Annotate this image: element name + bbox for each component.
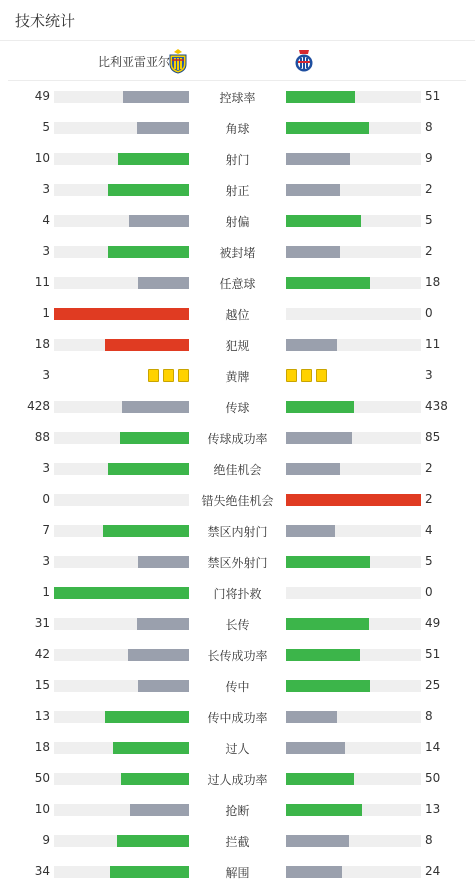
away-value: 5 (425, 554, 433, 568)
home-bar-fill (138, 277, 189, 289)
stat-row (0, 453, 475, 484)
home-value: 1 (42, 585, 50, 599)
stat-row (0, 608, 475, 639)
away-value: 51 (425, 89, 441, 103)
away-bar-fill (286, 556, 370, 568)
away-bar-fill (286, 153, 350, 165)
stat-label: 长传成功率 (207, 649, 268, 663)
away-bar-fill (286, 246, 340, 258)
away-bar-fill (286, 91, 355, 103)
page-header (0, 0, 475, 41)
home-bar-track (54, 184, 189, 196)
home-value: 0 (42, 492, 50, 506)
away-value: 13 (425, 802, 441, 816)
home-bar-track (54, 525, 189, 537)
home-bar-fill (108, 246, 189, 258)
home-value: 10 (34, 151, 50, 165)
away-value: 9 (425, 151, 433, 165)
home-bar-track (54, 153, 189, 165)
espanyol-crest-icon[interactable] (294, 48, 314, 74)
home-bar-fill (138, 556, 189, 568)
away-bar-track (286, 215, 421, 227)
away-bar-fill (286, 711, 337, 723)
home-bar-track (54, 556, 189, 568)
yellow-card-icon (148, 369, 159, 382)
away-value: 2 (425, 492, 433, 506)
home-bar-track (54, 680, 189, 692)
away-value: 8 (425, 709, 433, 723)
stat-row (0, 825, 475, 856)
home-bar-fill (117, 835, 189, 847)
home-bar-fill (138, 680, 189, 692)
home-value: 3 (42, 244, 50, 258)
home-bar-fill (122, 401, 189, 413)
home-bar-fill (110, 866, 189, 878)
away-value: 24 (425, 864, 441, 878)
away-value: 3 (425, 368, 433, 382)
villarreal-crest-icon[interactable] (168, 48, 188, 74)
home-team-name[interactable]: 比利亚雷亚尔 (97, 55, 170, 69)
home-yellow-cards (148, 369, 189, 382)
stat-row (0, 639, 475, 670)
home-value: 9 (42, 833, 50, 847)
away-value: 438 (425, 399, 448, 413)
away-bar-fill (286, 618, 369, 630)
away-value: 4 (425, 523, 433, 537)
home-value: 31 (34, 616, 50, 630)
home-bar-track (54, 339, 189, 351)
home-bar-track (54, 308, 189, 320)
stat-label: 被封堵 (219, 246, 256, 260)
home-bar-track (54, 711, 189, 723)
home-bar-track (54, 432, 189, 444)
stat-label: 传中成功率 (207, 711, 268, 725)
stat-row (0, 515, 475, 546)
away-bar-track (286, 835, 421, 847)
away-bar-track (286, 463, 421, 475)
home-value: 428 (27, 399, 50, 413)
home-bar-track (54, 277, 189, 289)
away-bar-fill (286, 525, 335, 537)
home-value: 49 (34, 89, 50, 103)
stat-label: 抢断 (225, 804, 250, 818)
away-value: 25 (425, 678, 441, 692)
away-bar-fill (286, 215, 361, 227)
stat-label: 犯规 (225, 339, 250, 353)
away-value: 5 (425, 213, 433, 227)
home-bar-fill (105, 339, 189, 351)
away-value: 2 (425, 182, 433, 196)
home-value: 5 (42, 120, 50, 134)
home-bar-track (54, 587, 189, 599)
stat-row (0, 794, 475, 825)
stat-label: 越位 (225, 308, 250, 322)
away-bar-track (286, 618, 421, 630)
home-value: 1 (42, 306, 50, 320)
stat-row (0, 267, 475, 298)
home-bar-track (54, 246, 189, 258)
stat-row (0, 205, 475, 236)
home-bar-fill (130, 804, 189, 816)
away-value: 50 (425, 771, 441, 785)
stat-label: 角球 (225, 122, 250, 136)
stat-label: 射偏 (225, 215, 250, 229)
home-bar-fill (120, 432, 189, 444)
stat-row (0, 484, 475, 515)
away-bar-track (286, 494, 421, 506)
away-value: 85 (425, 430, 441, 444)
away-bar-track (286, 680, 421, 692)
away-bar-track (286, 866, 421, 878)
home-bar-fill (128, 649, 189, 661)
stat-label: 禁区内射门 (207, 525, 268, 539)
home-value: 88 (34, 430, 50, 444)
stat-row (0, 329, 475, 360)
yellow-card-icon (316, 369, 327, 382)
away-bar-fill (286, 742, 345, 754)
home-bar-track (54, 494, 189, 506)
away-bar-track (286, 587, 421, 599)
home-bar-track (54, 835, 189, 847)
stat-row (0, 236, 475, 267)
stat-label: 过人成功率 (207, 773, 268, 787)
stat-label: 传球成功率 (207, 432, 268, 446)
home-bar-fill (137, 122, 189, 134)
home-bar-fill (113, 742, 189, 754)
away-bar-fill (286, 432, 352, 444)
away-bar-track (286, 556, 421, 568)
home-bar-track (54, 122, 189, 134)
away-yellow-cards (286, 369, 327, 382)
yellow-card-icon (301, 369, 312, 382)
away-value: 0 (425, 585, 433, 599)
home-bar-fill (105, 711, 189, 723)
away-value: 8 (425, 120, 433, 134)
stat-label: 长传 (225, 618, 250, 632)
away-bar-fill (286, 494, 421, 506)
home-bar-fill (108, 184, 189, 196)
stat-label: 门将扑救 (213, 587, 262, 601)
yellow-card-icon (178, 369, 189, 382)
home-bar-fill (108, 463, 189, 475)
stat-label: 错失绝佳机会 (201, 494, 274, 508)
stat-row (0, 391, 475, 422)
away-value: 49 (425, 616, 441, 630)
home-value: 3 (42, 368, 50, 382)
home-bar-track (54, 618, 189, 630)
stat-label: 绝佳机会 (213, 463, 262, 477)
stat-row (0, 701, 475, 732)
away-bar-fill (286, 680, 370, 692)
away-bar-track (286, 122, 421, 134)
away-bar-fill (286, 463, 340, 475)
stat-label: 射正 (225, 184, 250, 198)
stat-label: 禁区外射门 (207, 556, 268, 570)
stat-label: 传球 (225, 401, 250, 415)
stat-row (0, 856, 475, 887)
home-value: 11 (34, 275, 50, 289)
stat-label: 射门 (225, 153, 250, 167)
home-bar-track (54, 91, 189, 103)
home-value: 3 (42, 461, 50, 475)
home-bar-track (54, 866, 189, 878)
away-value: 51 (425, 647, 441, 661)
away-bar-fill (286, 339, 337, 351)
away-bar-fill (286, 122, 369, 134)
home-bar-fill (123, 91, 189, 103)
home-value: 13 (34, 709, 50, 723)
away-value: 2 (425, 244, 433, 258)
yellow-card-icon (286, 369, 297, 382)
yellow-card-icon (163, 369, 174, 382)
home-bar-fill (54, 587, 189, 599)
away-bar-track (286, 804, 421, 816)
stat-row (0, 763, 475, 794)
stat-label: 控球率 (219, 91, 256, 105)
teams-header (8, 41, 466, 81)
stat-row (0, 422, 475, 453)
away-bar-track (286, 432, 421, 444)
stat-row (0, 174, 475, 205)
away-bar-track (286, 711, 421, 723)
away-bar-track (286, 742, 421, 754)
home-value: 3 (42, 182, 50, 196)
home-bar-fill (129, 215, 189, 227)
away-bar-track (286, 401, 421, 413)
away-bar-fill (286, 184, 340, 196)
away-value: 8 (425, 833, 433, 847)
away-bar-track (286, 773, 421, 785)
away-bar-track (286, 649, 421, 661)
away-bar-fill (286, 804, 362, 816)
away-bar-track (286, 339, 421, 351)
stat-row (0, 670, 475, 701)
away-value: 2 (425, 461, 433, 475)
away-bar-track (286, 184, 421, 196)
home-bar-track (54, 773, 189, 785)
stat-row (0, 112, 475, 143)
stat-row (0, 143, 475, 174)
home-value: 7 (42, 523, 50, 537)
home-bar-fill (54, 308, 189, 320)
away-bar-fill (286, 649, 360, 661)
stat-label: 拦截 (225, 835, 250, 849)
home-bar-track (54, 401, 189, 413)
away-bar-fill (286, 866, 342, 878)
stat-label: 黄牌 (225, 370, 250, 384)
stat-row (0, 546, 475, 577)
stats-list (0, 81, 475, 887)
home-bar-fill (121, 773, 189, 785)
home-value: 10 (34, 802, 50, 816)
page-title: 技术统计 (15, 12, 76, 30)
home-bar-track (54, 649, 189, 661)
away-value: 18 (425, 275, 441, 289)
away-bar-track (286, 153, 421, 165)
away-bar-fill (286, 277, 370, 289)
away-bar-fill (286, 835, 349, 847)
home-bar-fill (103, 525, 189, 537)
away-bar-track (286, 91, 421, 103)
away-bar-track (286, 246, 421, 258)
home-value: 34 (34, 864, 50, 878)
away-bar-track (286, 308, 421, 320)
stat-row (0, 360, 475, 391)
stat-label: 解围 (225, 866, 250, 880)
home-value: 3 (42, 554, 50, 568)
home-value: 15 (34, 678, 50, 692)
home-value: 50 (34, 771, 50, 785)
home-bar-fill (118, 153, 189, 165)
stat-label: 过人 (225, 742, 250, 756)
away-bar-fill (286, 773, 354, 785)
home-bar-track (54, 463, 189, 475)
stat-label: 传中 (225, 680, 250, 694)
home-value: 4 (42, 213, 50, 227)
stat-row (0, 298, 475, 329)
away-bar-track (286, 525, 421, 537)
away-value: 11 (425, 337, 441, 351)
stat-row (0, 732, 475, 763)
away-value: 14 (425, 740, 441, 754)
away-bar-fill (286, 401, 354, 413)
home-value: 42 (34, 647, 50, 661)
away-value: 0 (425, 306, 433, 320)
home-bar-track (54, 804, 189, 816)
stat-label: 任意球 (219, 277, 256, 291)
home-bar-track (54, 215, 189, 227)
home-bar-track (54, 742, 189, 754)
stat-row (0, 577, 475, 608)
home-value: 18 (34, 337, 50, 351)
stat-row (0, 81, 475, 112)
away-bar-track (286, 277, 421, 289)
home-bar-fill (137, 618, 189, 630)
home-value: 18 (34, 740, 50, 754)
